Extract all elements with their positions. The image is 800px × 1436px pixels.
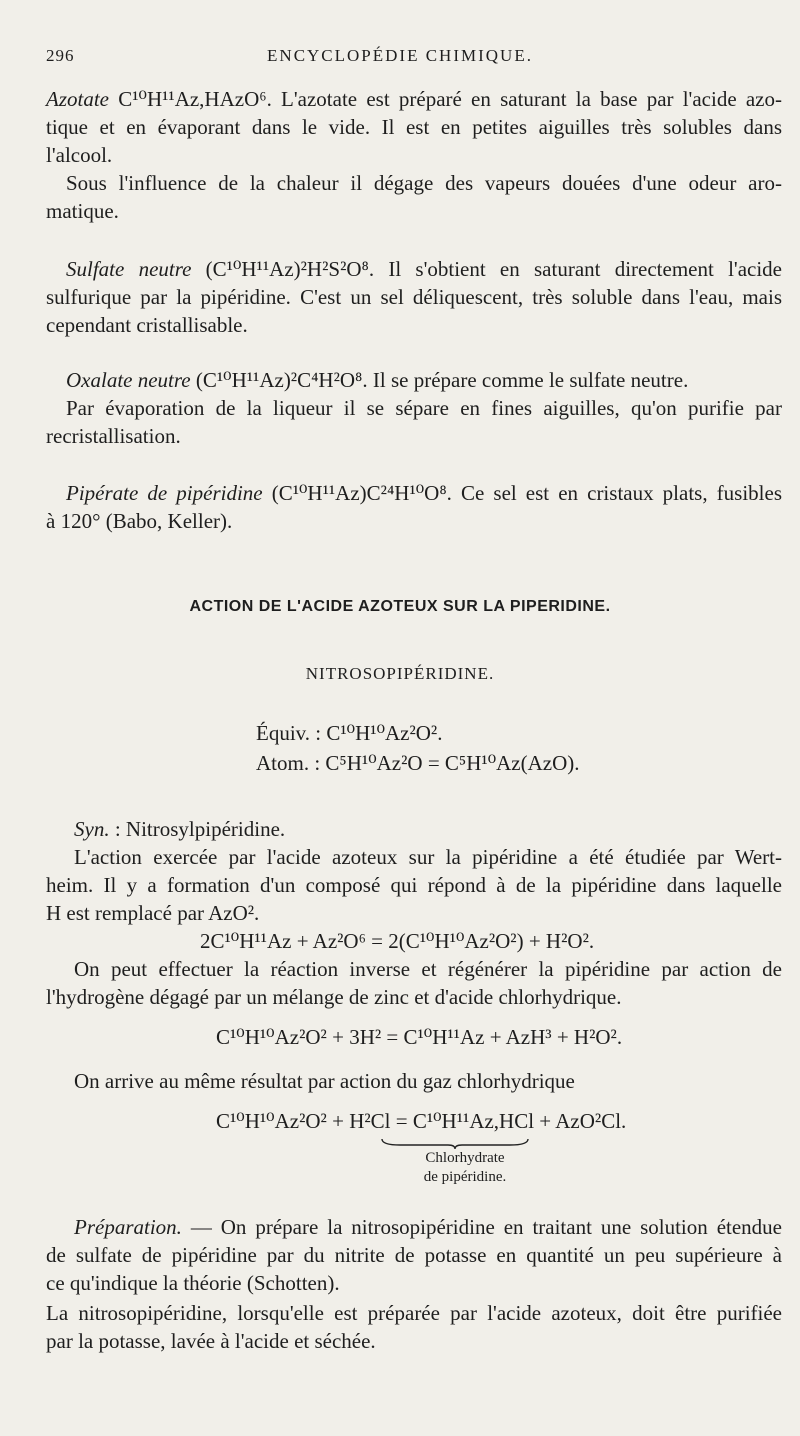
azotate-formula-text: C¹⁰H¹¹Az,HAzO⁶. L'azotate est préparé en saturant la base par l'acide azo- [109,87,782,111]
piperate-line-1 [66,480,782,506]
oxalate-name: Oxalate neutre [66,368,191,392]
piperate-line-2: à 120° (Babo, Keller). [46,509,233,533]
brace-icon [380,1137,530,1149]
action-line-1: L'action exercée par l'acide azoteux sur la pipéridine a été étudiée par Wert- [74,845,782,869]
azotate-name: Azotate [46,87,109,111]
brace-note-2: de pipéridine. [423,1169,507,1185]
sulfate-line-1 [66,256,782,282]
equation-1: 2C¹⁰H¹¹Az + Az²O⁶ = 2(C¹⁰H¹⁰Az²O²) + H²O². [200,929,595,953]
oxalate-formula-text: (C¹⁰H¹¹Az)²C⁴H²O⁸. Il se prépare comme le sulfate neutre. [190,368,689,392]
equiv-formula: Équiv. : C¹⁰H¹⁰Az²O². [256,721,443,745]
preparation-line-5: par la potasse, lavée à l'acide et séchée. [46,1329,376,1353]
atom-formula: Atom. : C⁵H¹⁰Az²O = C⁵H¹⁰Az(AzO). [256,751,580,775]
sulfate-line-3: cependant cristallisable. [46,313,248,337]
section-subtitle: NITROSOPIPÉRIDINE. [305,664,495,683]
oxalate-line-2: Par évaporation de la liqueur il se sépare en fines aiguilles, qu'on purifie par [66,396,782,420]
synonym-text: : Nitrosylpipéridine. [109,817,286,841]
azotate-line-1 [46,86,782,112]
sulfate-line-2: sulfurique par la pipéridine. C'est un sel déliquescent, très soluble dans l'eau, mais [46,285,782,309]
piperate-formula-text: (C¹⁰H¹¹Az)C²⁴H¹⁰O⁸. Ce sel est en cristaux plats, fusibles [262,481,782,505]
synonym-line [74,816,285,842]
azotate-line-3: l'alcool. [46,143,113,167]
preparation-line-2: de sulfate de pipéridine par du nitrite de potasse en quantité un peu supérieure à [46,1243,782,1267]
running-title: ENCYCLOPÉDIE CHIMIQUE. [267,46,533,65]
action-line-5: l'hydrogène dégagé par un mélange de zinc et d'acide chlorhydrique. [46,985,622,1009]
azotate-line-2: tique et en évaporant dans le vide. Il est en petites aiguilles très solubles dans [46,115,782,139]
sulfate-name: Sulfate neutre [66,257,192,281]
preparation-line-4: La nitrosopipéridine, lorsqu'elle est préparée par l'acide azoteux, doit être purifiée [46,1301,782,1325]
action-line-6: On arrive au même résultat par action du gaz chlorhydrique [74,1069,575,1093]
preparation-line-3: ce qu'indique la théorie (Schotten). [46,1271,340,1295]
azotate-line-5: matique. [46,199,119,223]
section-title: ACTION DE L'ACIDE AZOTEUX SUR LA PIPERIDINE. [189,598,611,615]
action-line-4: On peut effectuer la réaction inverse et régénérer la pipéridine par action de [74,957,782,981]
equation-3: C¹⁰H¹⁰Az²O² + H²Cl = C¹⁰H¹¹Az,HCl + AzO²Cl. [216,1109,627,1133]
preparation-text: — On prépare la nitrosopipéridine en traitant une solution étendue [181,1215,782,1239]
action-line-2: heim. Il y a formation d'un composé qui répond à de la pipéridine dans laquelle [46,873,782,897]
action-line-3: H est remplacé par AzO². [46,901,260,925]
azotate-line-4: Sous l'influence de la chaleur il dégage des vapeurs douées d'une odeur aro- [66,171,782,195]
oxalate-line-3: recristallisation. [46,424,181,448]
brace-note-1: Chlorhydrate [425,1150,505,1166]
synonym-label: Syn. [74,817,110,841]
piperate-name: Pipérate de pipéridine [66,481,263,505]
preparation-line-1 [74,1214,782,1240]
equation-2: C¹⁰H¹⁰Az²O² + 3H² = C¹⁰H¹¹Az + AzH³ + H²O². [216,1025,623,1049]
preparation-label: Préparation. [74,1215,182,1239]
page-number: 296 [46,46,75,65]
oxalate-line-1 [66,367,688,393]
sulfate-formula-text: (C¹⁰H¹¹Az)²H²S²O⁸. Il s'obtient en saturant directement l'acide [191,257,782,281]
